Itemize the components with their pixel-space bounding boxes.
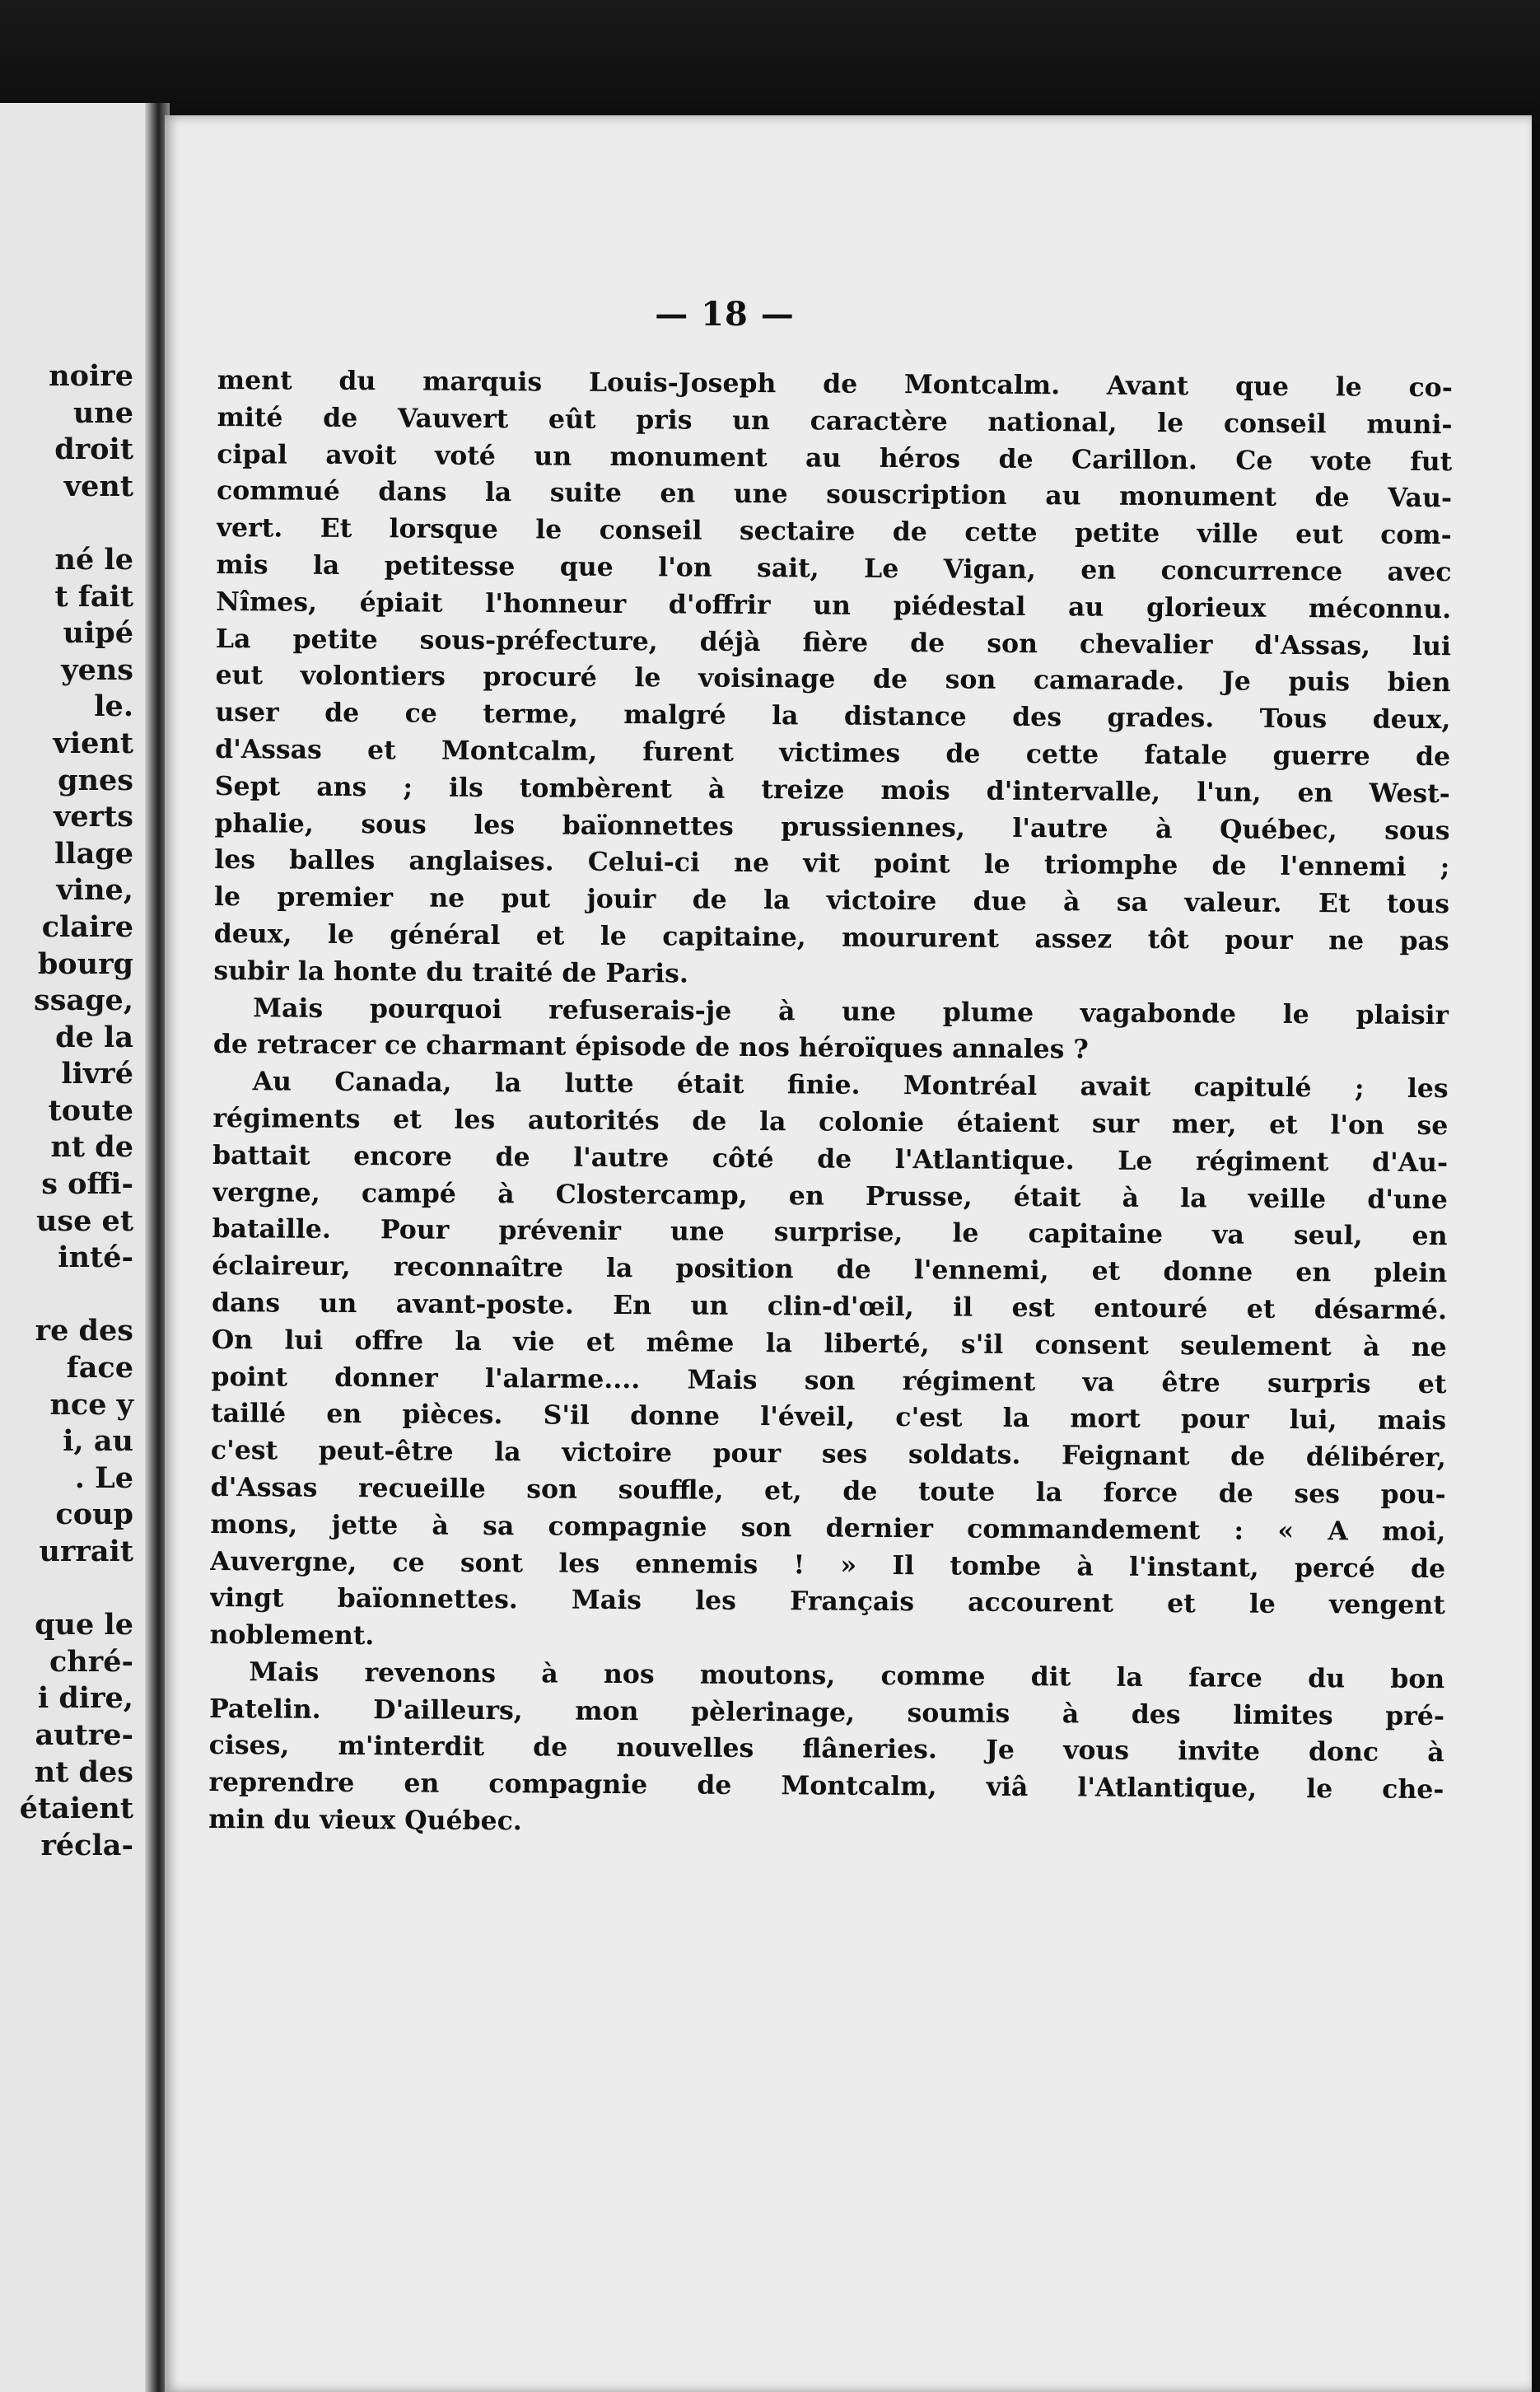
body-text [208,362,1453,1846]
text-line: point donner l'alarme.... Mais son régiment va être surpris et [211,1361,1447,1399]
text-line: c'est peut-être la victoire pour ses soldats. Feignant de délibérer, [210,1435,1447,1474]
text-line: cises, m'interdit de nouvelles flâneries. Je vous invite donc à [208,1730,1444,1768]
text-line: mité de Vauvert eût pris un caractère national, le conseil muni- [217,401,1453,440]
text-line: deux, le général et le capitaine, moururent assez tôt pour ne pas [213,918,1449,957]
left-fragment-line: le. [94,689,133,724]
text-line: reprendre en compagnie de Montcalm, viâ l'Atlantique, le che- [208,1767,1444,1806]
left-fragment-line: re des [35,1314,133,1348]
text-line: Mais revenons à nos moutons, comme dit la farce du bon [249,1656,1445,1695]
text-line: d'Assas recueille son souffle, et, de toute la force de ses pou- [210,1471,1446,1511]
left-fragment-line: i dire, [37,1681,133,1716]
text-line: Sept ans ; ils tombèrent à treize mois d'intervalle, l'un, en West- [214,770,1450,809]
left-fragment-line: toute [48,1093,133,1128]
left-fragment-line: gnes [58,763,133,797]
left-fragment-line: de la [55,1020,133,1054]
text-line: les balles anglaises. Celui-ci ne vit point le triomphe de l'ennemi ; [214,844,1450,883]
left-fragment-line: droit [54,432,133,467]
text-line: commué dans la suite en une souscription au monument de Vau- [216,475,1453,514]
left-fragment-line [20,505,133,542]
text-line: dans un avant-poste. En un clin-d'œil, il est entouré et désarmé. [211,1287,1448,1326]
main-page [165,115,1532,2392]
text-line: d'Assas et Montcalm, furent victimes de cette fatale guerre de [215,733,1451,773]
left-fragment-line: vent [63,469,133,503]
left-fragment-line: que le [35,1608,133,1642]
left-fragment-line: i, au [63,1424,133,1459]
left-fragment-line: llage [54,836,133,871]
text-line: cipal avoit voté un monument au héros de Carillon. Ce vote fut [217,438,1453,477]
left-fragment-line: nce y [49,1387,133,1422]
page-number: — 18 — [655,295,795,334]
text-line: Nîmes, épiait l'honneur d'offrir un piédestal au glorieux méconnu. [216,586,1452,624]
left-fragment-line: uipé [63,616,133,651]
left-fragment-line: use et [35,1203,133,1238]
text-line: le premier ne put jouir de la victoire due à sa valeur. Et tous [213,881,1450,920]
left-fragment-line: . Le [74,1460,133,1495]
text-line: Patelin. D'ailleurs, mon pèlerinage, soumis à des limites pré- [208,1693,1445,1731]
left-fragment-line: bourg [37,946,133,981]
left-fragment-line: étaient [19,1792,133,1826]
text-line: ment du marquis Louis-Joseph de Montcalm. Avant que le co- [217,364,1453,404]
left-page-text-fragment [20,358,133,1864]
left-fragment-line [20,1277,133,1314]
left-fragment-line: coup [55,1497,133,1532]
left-fragment-line: nt de [50,1130,133,1165]
left-fragment-line: yens [61,652,133,687]
scanner-background [0,0,1540,124]
text-line: taillé en pièces. S'il donne l'éveil, c'est la mort pour lui, mais [211,1398,1447,1437]
text-line: On lui offre la vie et même la liberté, s'il consent seulement à ne [211,1324,1447,1362]
left-fragment-line [20,1571,133,1608]
left-facing-page [0,103,156,2392]
left-fragment-line: noire [49,359,133,393]
text-line: Auvergne, ce sont les ennemis ! » Il tombe à l'instant, percé de [209,1545,1446,1584]
text-line: mis la petitesse que l'on sait, Le Vigan, en concurrence avec [216,549,1452,588]
text-line: de retracer ce charmant épisode de nos héroïques annales ? [212,1029,1089,1065]
left-fragment-line: livré [61,1057,133,1091]
text-line: battait encore de l'autre côté de l'Atlantique. Le régiment d'Au- [212,1139,1449,1178]
left-fragment-line: chré- [49,1644,133,1679]
text-line: régiments et les autorités de la colonie étaient sur mer, et l'on se [212,1102,1449,1142]
left-fragment-line: récla- [40,1828,133,1862]
paragraph [208,1654,1444,1846]
left-fragment-line: né le [54,542,133,577]
left-fragment-line: face [66,1351,133,1385]
text-line: subir la honte du traité de Paris. [213,955,689,989]
text-line: vert. Et lorsque le conseil sectaire de cette petite ville eut com- [216,512,1452,551]
left-fragment-line: nt des [34,1754,133,1789]
text-line: Au Canada, la lutte était finie. Montréal avait capitulé ; les [252,1066,1449,1105]
paragraph [213,362,1453,997]
text-line: mons, jette à sa compagnie son dernier commandement : « A moi, [210,1508,1446,1547]
text-line: phalie, sous les baïonnettes prussiennes, l'autre à Québec, sous [214,807,1450,846]
paragraph [213,990,1449,1072]
text-line: user de ce terme, malgré la distance des grades. Tous deux, [215,697,1451,736]
text-line: vingt baïonnettes. Mais les Français accourent et le vengent [209,1582,1445,1621]
text-line: min du vieux Québec. [208,1804,522,1837]
left-fragment-line: urrait [39,1535,133,1568]
left-fragment-line: une [72,395,133,430]
left-fragment-line: vient [53,726,133,760]
left-fragment-line: claire [41,909,133,944]
left-fragment-line: inté- [58,1240,133,1275]
left-fragment-line: s offi- [41,1167,133,1202]
left-fragment-line: ssage, [33,983,133,1018]
text-line: Mais pourquoi refuserais-je à une plume vagabonde le plaisir [253,992,1449,1030]
left-fragment-line: verts [54,800,133,834]
left-fragment-line: t fait [54,579,133,614]
left-fragment-line: autre- [35,1717,133,1752]
text-line: éclaireur, reconnaître la position de l'ennemi, et donne en plein [212,1250,1448,1289]
text-line: noblement. [209,1619,375,1652]
text-line: bataille. Pour prévenir une surprise, le capitaine va seul, en [212,1213,1448,1252]
text-line: vergne, campé à Clostercamp, en Prusse, était à la veille d'une [212,1176,1448,1215]
paragraph [209,1063,1448,1661]
text-line: eut volontiers procuré le voisinage de son camarade. Je puis bien [215,660,1451,698]
text-line: La petite sous-préfecture, déjà fière de son chevalier d'Assas, lui [215,623,1452,661]
left-fragment-line: vine, [56,873,133,908]
